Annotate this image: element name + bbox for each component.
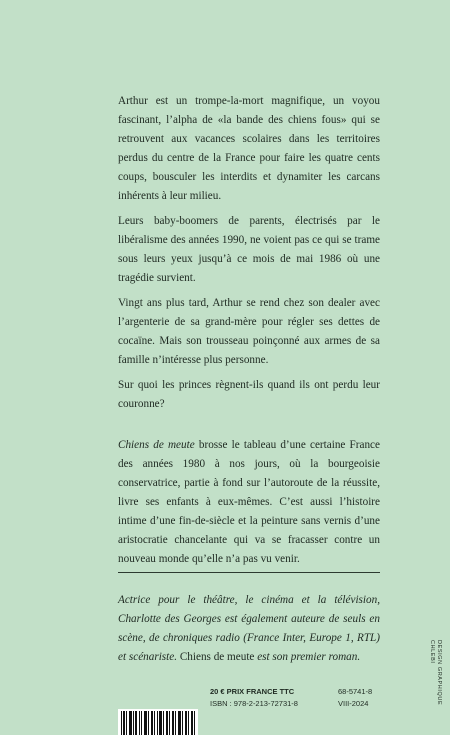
- publisher-code: 68-5741-8: [338, 687, 373, 696]
- edition-date: VIII-2024: [338, 699, 369, 708]
- divider-line: [118, 572, 380, 573]
- paragraph-2: Leurs baby-boomers de parents, électrisés par le libéralisme des années 1990, ne voient pas ce qui se trame sous leurs yeux jusqu’à ce mois de mai 1986 où une tragédie survient.: [118, 215, 380, 284]
- design-credit: [428, 640, 442, 705]
- book-title-ref: Chiens de meute: [118, 439, 195, 451]
- paragraph-3: Vingt ans plus tard, Arthur se rend chez son dealer avec l’argenterie de sa grand-mère pour régler ses dettes de cocaïne. Mais son trousseau poinçonné aux armes de sa famille n’intéresse plus personne.: [118, 297, 380, 366]
- price-label: 20 € PRIX FRANCE TTC: [210, 687, 295, 696]
- design-credit-line-2: CHLEBI: [429, 640, 435, 664]
- author-bio: [118, 591, 380, 667]
- design-credit-line-1: DESIGN GRAPHIQUE: [436, 640, 442, 706]
- paragraph-4: Sur quoi les princes règnent-ils quand ils ont perdu leur couronne?: [118, 379, 380, 410]
- paragraph-5: [118, 436, 380, 569]
- isbn-label: ISBN : 978-2-213-72731-8: [210, 699, 298, 708]
- barcode-area: [118, 687, 390, 735]
- author-bio-part-1: Actrice pour le théâtre, le cinéma et la télévision, Charlotte des Georges est également auteure de seuls en scène, de chroniques radio (France Inter, Europe 1, RTL) et scénariste.: [118, 594, 380, 663]
- paragraph-5-body: brosse le tableau d’une certaine France des années 1980 à nos jours, où la bourgeoisie conservatrice, partie à fond sur l’autoroute de la réussite, livre ses enfants à eux-mêmes. C’est aussi l’histoire intime d’une fin-de-siècle et la peinture sans vernis d’une aristocratie chancelante qui va se fracasser contre un nouveau monde qu’elle n’a pas vu venir.: [118, 439, 380, 565]
- back-cover-text: [118, 92, 380, 667]
- paragraph-1: Arthur est un trompe-la-mort magnifique, un voyou fascinant, l’alpha de «la bande des chiens fous» qui se retrouvent aux vacances scolaires dans les territoires perdus du centre de la France pour faire les quatre cents coups, bousculer les interdits et dynamiter les carcans inhérents à leur milieu.: [118, 95, 380, 202]
- author-bio-part-2: est son premier roman.: [254, 651, 361, 663]
- author-bio-book-title: Chiens de meute: [179, 651, 255, 663]
- barcode-icon: [118, 709, 198, 735]
